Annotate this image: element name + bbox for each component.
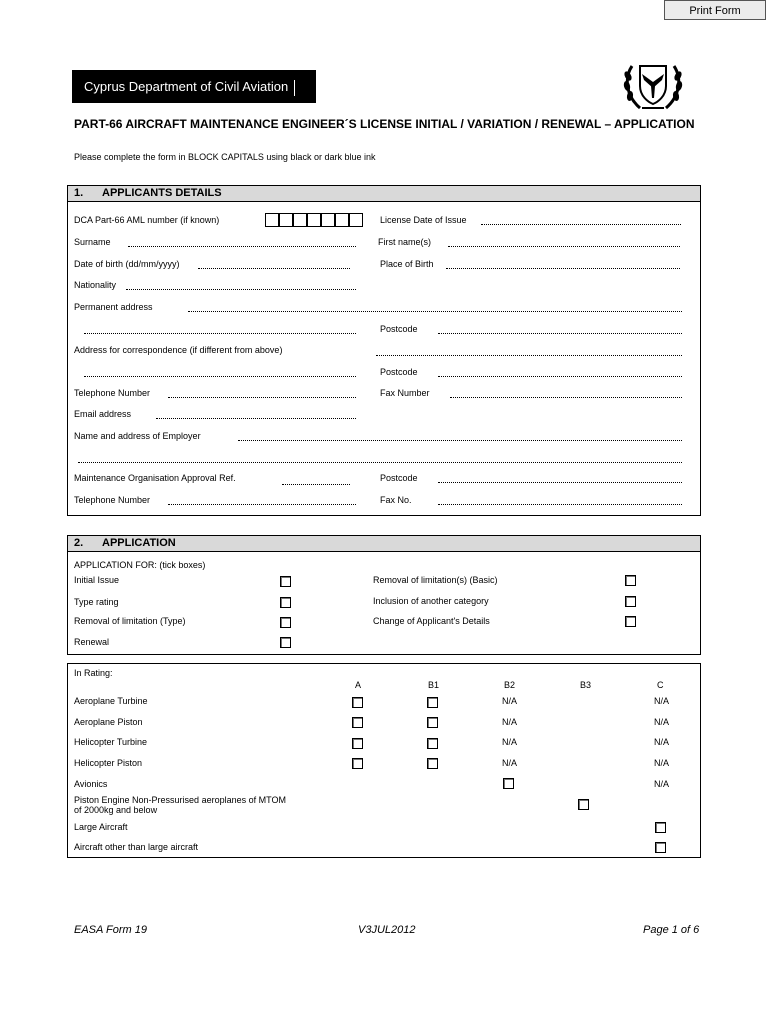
large-aircraft-label: Large Aircraft <box>74 822 128 832</box>
postcode-label: Postcode <box>380 473 418 483</box>
other-aircraft-c-checkbox[interactable] <box>655 842 666 853</box>
aml-digit-box[interactable] <box>279 213 293 227</box>
postcode-field[interactable] <box>438 482 682 483</box>
helicopter-piston-c-na: N/A <box>654 758 670 768</box>
aml-digit-box[interactable] <box>293 213 307 227</box>
surname-field[interactable] <box>128 246 356 247</box>
employer-line2-field[interactable] <box>78 462 682 463</box>
aml-number-label: DCA Part-66 AML number (if known) <box>74 215 220 225</box>
section-header <box>68 186 700 202</box>
aeroplane-piston-b1-checkbox[interactable] <box>427 717 438 728</box>
nationality-label: Nationality <box>74 280 117 290</box>
dob-field[interactable] <box>198 268 350 269</box>
section-title: APPLICATION <box>102 537 176 549</box>
footer-form-name: EASA Form 19 <box>74 924 147 936</box>
aeroplane-turbine-b2-na: N/A <box>502 696 518 706</box>
aml-digit-box[interactable] <box>307 213 321 227</box>
fax2-field[interactable] <box>438 504 682 505</box>
first-names-label: First name(s) <box>378 237 432 247</box>
helicopter-piston-a-checkbox[interactable] <box>352 758 363 769</box>
permanent-address-line2-field[interactable] <box>84 333 356 334</box>
aml-digit-box[interactable] <box>335 213 349 227</box>
footer-page-number: Page 1 of 6 <box>643 924 700 936</box>
banner-bar <box>294 80 295 96</box>
aeroplane-turbine-b1-checkbox[interactable] <box>427 697 438 708</box>
license-date-field[interactable] <box>481 224 681 225</box>
renewal-checkbox[interactable] <box>280 637 291 648</box>
aeroplane-turbine-a-checkbox[interactable] <box>352 697 363 708</box>
helicopter-turbine-a-checkbox[interactable] <box>352 738 363 749</box>
fax-field[interactable] <box>450 397 682 398</box>
removal-type-checkbox[interactable] <box>280 617 291 628</box>
aeroplane-piston-b2-na: N/A <box>502 717 518 727</box>
change-details-checkbox[interactable] <box>625 616 636 627</box>
section-in-rating <box>67 663 701 858</box>
telephone-field[interactable] <box>168 397 356 398</box>
column-header-b3: B3 <box>580 680 592 690</box>
postcode-field[interactable] <box>438 333 682 334</box>
postcode-field[interactable] <box>438 376 682 377</box>
helicopter-piston-b2-na: N/A <box>502 758 518 768</box>
section-application <box>67 535 701 655</box>
employer-field[interactable] <box>238 440 682 441</box>
column-header-b2: B2 <box>504 680 516 690</box>
application-for-label: APPLICATION FOR: (tick boxes) <box>74 560 206 570</box>
postcode-label: Postcode <box>380 367 418 377</box>
place-of-birth-field[interactable] <box>446 268 680 269</box>
aml-digit-box[interactable] <box>349 213 363 227</box>
employer-label: Name and address of Employer <box>74 431 201 441</box>
inclusion-checkbox[interactable] <box>625 596 636 607</box>
change-details-label: Change of Applicant's Details <box>373 616 490 626</box>
surname-label: Surname <box>74 237 111 247</box>
initial-issue-checkbox[interactable] <box>280 576 291 587</box>
correspondence-line2-field[interactable] <box>84 376 356 377</box>
helicopter-piston-label: Helicopter Piston <box>74 758 143 768</box>
piston-np-b3-checkbox[interactable] <box>578 799 589 810</box>
mo-ref-label: Maintenance Organisation Approval Ref. <box>74 473 236 483</box>
helicopter-turbine-b2-na: N/A <box>502 737 518 747</box>
other-aircraft-label: Aircraft other than large aircraft <box>74 842 199 852</box>
aml-digit-box[interactable] <box>321 213 335 227</box>
column-header-a: A <box>355 680 362 690</box>
avionics-label: Avionics <box>74 779 108 789</box>
nationality-field[interactable] <box>126 289 356 290</box>
piston-np-label-line2: of 2000kg and below <box>74 805 158 815</box>
telephone2-field[interactable] <box>168 504 356 505</box>
section-title: APPLICANTS DETAILS <box>102 187 222 199</box>
permanent-address-label: Permanent address <box>74 302 153 312</box>
permanent-address-field[interactable] <box>188 311 682 312</box>
print-form-button[interactable]: Print Form <box>664 0 766 20</box>
email-label: Email address <box>74 409 132 419</box>
removal-basic-checkbox[interactable] <box>625 575 636 586</box>
section-number: 1. <box>74 187 84 199</box>
in-rating-label: In Rating: <box>74 668 113 678</box>
helicopter-piston-b1-checkbox[interactable] <box>427 758 438 769</box>
type-rating-label: Type rating <box>74 597 119 607</box>
correspondence-field[interactable] <box>376 355 682 356</box>
footer-version: V3JUL2012 <box>358 924 416 936</box>
email-field[interactable] <box>156 418 356 419</box>
form-title: PART-66 AIRCRAFT MAINTENANCE ENGINEER´S LICENSE INITIAL / VARIATION / RENEWAL – APPLICATION <box>74 117 695 131</box>
fax-label: Fax Number <box>380 388 430 398</box>
section-header <box>68 536 700 552</box>
renewal-label: Renewal <box>74 637 110 647</box>
first-names-field[interactable] <box>448 246 680 247</box>
telephone-label: Telephone Number <box>74 388 151 398</box>
aeroplane-piston-a-checkbox[interactable] <box>352 717 363 728</box>
avionics-b2-checkbox[interactable] <box>503 778 514 789</box>
dob-label: Date of birth (dd/mm/yyyy) <box>74 259 180 269</box>
aeroplane-turbine-label: Aeroplane Turbine <box>74 696 148 706</box>
inclusion-label: Inclusion of another category <box>373 596 489 606</box>
form-subtitle: Please complete the form in BLOCK CAPITALS using black or dark blue ink <box>74 152 376 162</box>
section-number: 2. <box>74 537 84 549</box>
postcode-label: Postcode <box>380 324 418 334</box>
helicopter-turbine-c-na: N/A <box>654 737 670 747</box>
helicopter-turbine-b1-checkbox[interactable] <box>427 738 438 749</box>
column-header-b1: B1 <box>428 680 440 690</box>
coat-of-arms-icon <box>618 56 688 118</box>
type-rating-checkbox[interactable] <box>280 597 291 608</box>
correspondence-label: Address for correspondence (if different from above) <box>74 345 283 355</box>
banner-text: Cyprus Department of Civil Aviation <box>84 79 289 94</box>
dca-banner <box>72 70 316 103</box>
aeroplane-turbine-c-na: N/A <box>654 696 670 706</box>
place-of-birth-label: Place of Birth <box>380 259 434 269</box>
helicopter-turbine-label: Helicopter Turbine <box>74 737 148 747</box>
aeroplane-piston-label: Aeroplane Piston <box>74 717 143 727</box>
license-date-label: License Date of Issue <box>380 215 467 225</box>
telephone2-label: Telephone Number <box>74 495 151 505</box>
section-applicants-details <box>67 185 701 516</box>
mo-ref-field[interactable] <box>282 484 350 485</box>
initial-issue-label: Initial Issue <box>74 575 120 585</box>
removal-type-label: Removal of limitation (Type) <box>74 616 186 626</box>
removal-basic-label: Removal of limitation(s) (Basic) <box>373 575 498 585</box>
piston-np-label: Piston Engine Non-Pressurised aeroplanes of MTOM <box>74 795 286 805</box>
aml-digit-box[interactable] <box>265 213 279 227</box>
avionics-c-na: N/A <box>654 779 670 789</box>
large-aircraft-c-checkbox[interactable] <box>655 822 666 833</box>
aeroplane-piston-c-na: N/A <box>654 717 670 727</box>
fax2-label: Fax No. <box>380 495 412 505</box>
column-header-c: C <box>657 680 664 690</box>
